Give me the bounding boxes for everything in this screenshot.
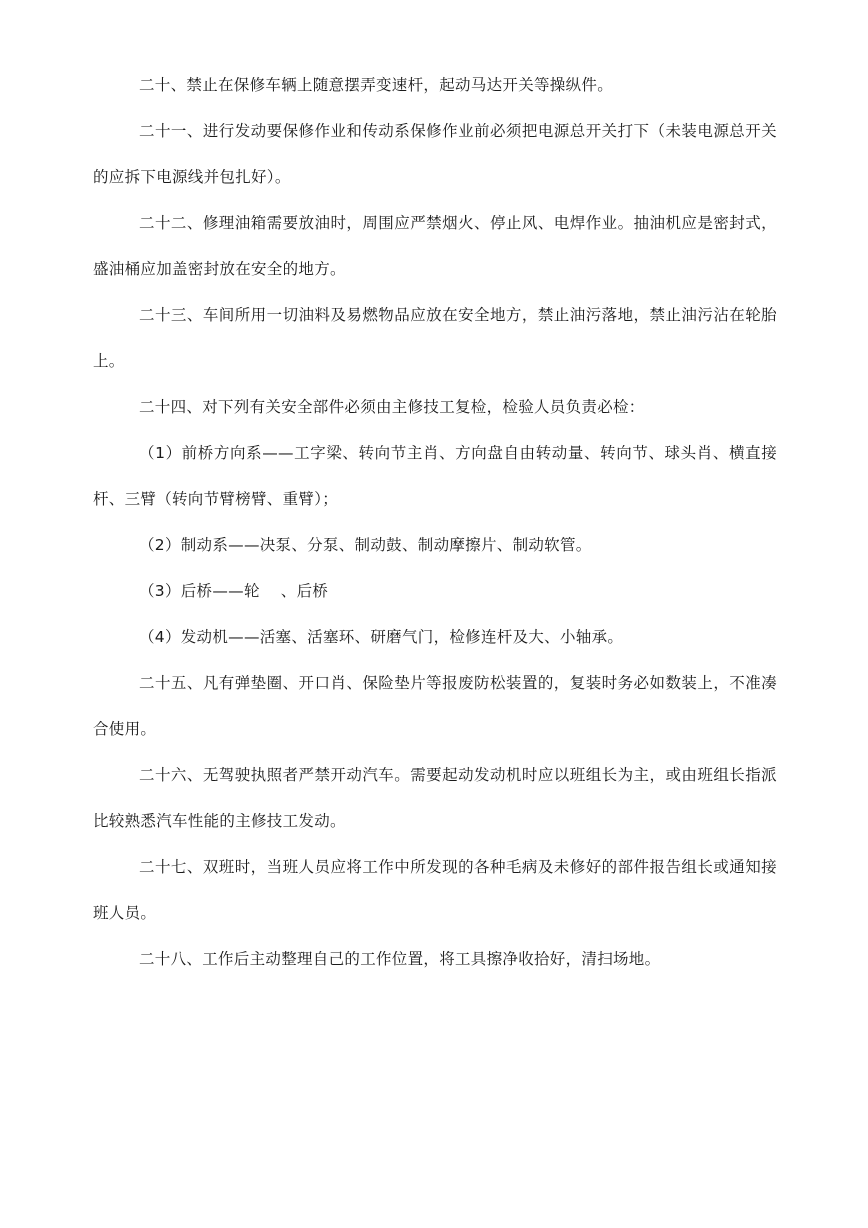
rule-28: 二十八、工作后主动整理自己的工作位置，将工具擦净收拾好，清扫场地。 (139, 950, 661, 968)
rule-24-item-4: （4）发动机——活塞、活塞环、研磨气门，检修连杆及大、小轴承。 (139, 628, 624, 646)
document-body (93, 62, 777, 982)
rule-22: 二十二、修理油箱需要放油时，周围应严禁烟火、停止风、电焊作业。抽油机应是密封式，盛油桶应加盖密封放在安全的地方。 (93, 214, 777, 278)
rule-23: 二十三、车间所用一切油料及易燃物品应放在安全地方，禁止油污落地，禁止油污沾在轮胎上。 (93, 306, 777, 370)
rule-27: 二十七、双班时，当班人员应将工作中所发现的各种毛病及未修好的部件报告组长或通知接班人员。 (93, 858, 777, 922)
rule-24-item-1: （1）前桥方向系——工字梁、转向节主肖、方向盘自由转动量、转向节、球头肖、横直接杆、三臂（转向节臂榜臂、重臂）； (93, 444, 777, 508)
rule-25: 二十五、凡有弹垫圈、开口肖、保险垫片等报废防松装置的，复装时务必如数装上，不准凑合使用。 (93, 674, 777, 738)
rule-24-item-3: （3）后桥——轮 、后桥 (139, 582, 329, 600)
rule-20: 二十、禁止在保修车辆上随意摆弄变速杆，起动马达开关等操纵件。 (139, 76, 614, 94)
rule-24-item-2: （2）制动系——决泵、分泵、制动鼓、制动摩擦片、制动软管。 (139, 536, 592, 554)
rule-26: 二十六、无驾驶执照者严禁开动汽车。需要起动发动机时应以班组长为主，或由班组长指派比较熟悉汽车性能的主修技工发动。 (93, 766, 777, 830)
rule-24: 二十四、对下列有关安全部件必须由主修技工复检，检验人员负责必检： (139, 398, 645, 416)
rule-21: 二十一、进行发动要保修作业和传动系保修作业前必须把电源总开关打下（未装电源总开关的应拆下电源线并包扎好）。 (93, 122, 777, 186)
